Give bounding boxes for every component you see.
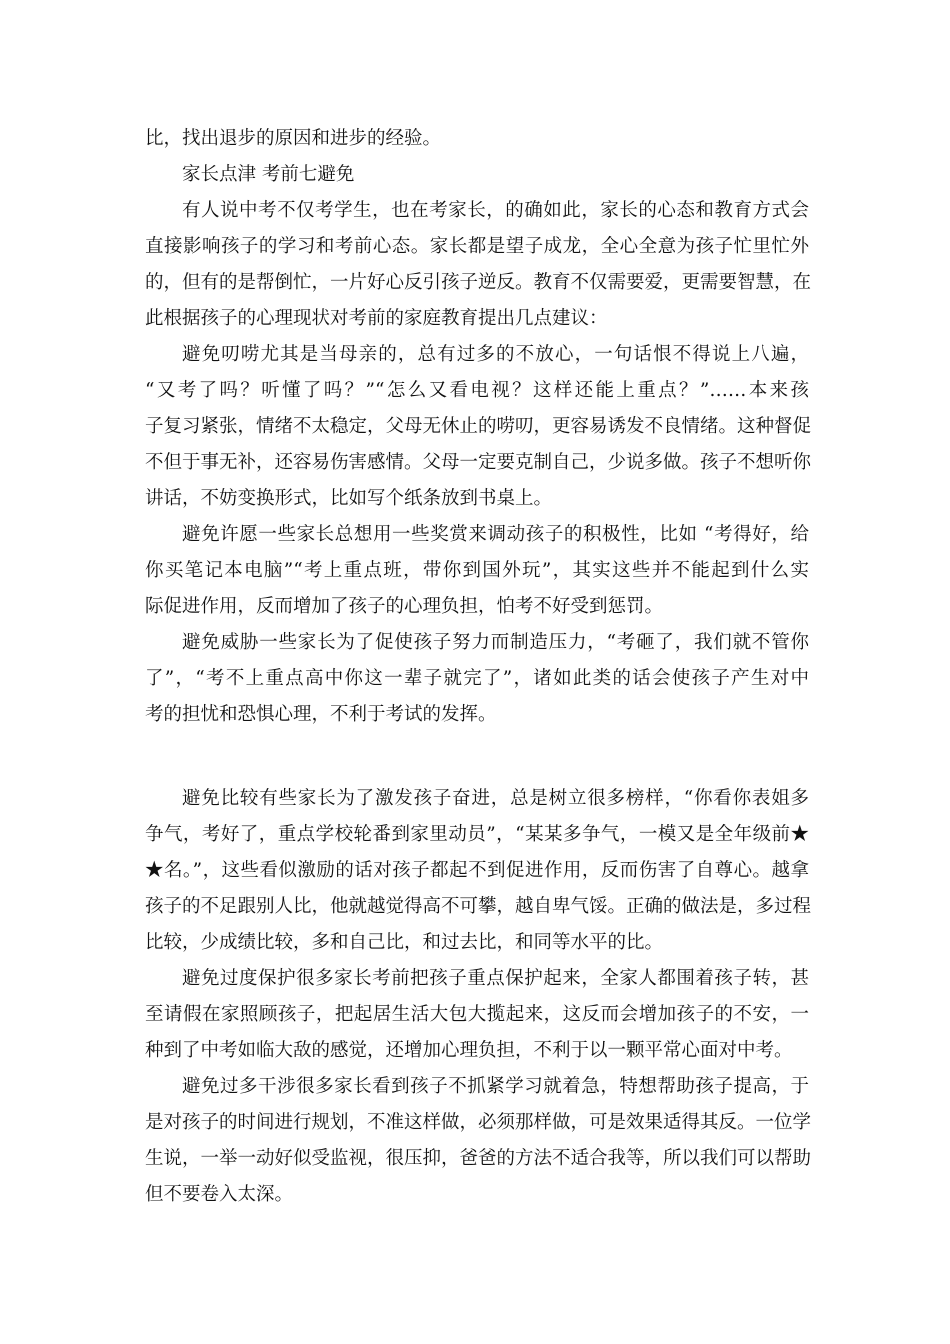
paragraph-line: 孩子的不足跟别人比，他就越觉得高不可攀，越自卑气馁。正确的做法是，多过程 — [145, 896, 812, 917]
opening-line: 比，找出退步的原因和进步的经验。 — [145, 128, 442, 149]
paragraph-line: 种到了中考如临大敌的感觉，还增加心理负担，不利于以一颗平常心面对中考。 — [145, 1040, 793, 1061]
paragraph-line: ★名。”，这些看似激励的话对孩子都起不到促进作用，反而伤害了自尊心。越拿 — [145, 860, 809, 881]
paragraph-line: “又考了吗？听懂了吗？”“怎么又看电视？这样还能上重点？”……本来孩 — [145, 380, 809, 401]
paragraph-line: 的，但有的是帮倒忙，一片好心反引孩子逆反。教育不仅需要爱，更需要智慧，在 — [145, 272, 812, 293]
paragraph-line: 了”，“考不上重点高中你这一辈子就完了”，诸如此类的话会使孩子产生对中 — [145, 668, 809, 689]
paragraph-line: 比较，少成绩比较，多和自己比，和过去比，和同等水平的比。 — [145, 932, 664, 953]
paragraph-line: 避免威胁一些家长为了促使孩子努力而制造压力，“考砸了，我们就不管你 — [182, 632, 809, 653]
paragraph-line: 直接影响孩子的学习和考前心态。家长都是望子成龙，全心全意为孩子忙里忙外 — [145, 236, 809, 257]
paragraph-line: 是对孩子的时间进行规划，不准这样做，必须那样做，可是效果适得其反。一位学 — [145, 1112, 812, 1133]
paragraph-line: 不但于事无补，还容易伤害感情。父母一定要克制自己，少说多做。孩子不想听你 — [145, 452, 812, 473]
paragraph-avoid-threats — [145, 625, 809, 733]
paragraph-avoid-comparison — [145, 781, 812, 961]
paragraph-line: 有人说中考不仅考学生，也在考家长，的确如此，家长的心态和教育方式会 — [182, 200, 809, 221]
paragraph-avoid-promises — [145, 517, 809, 625]
paragraph-line: 避免过度保护很多家长考前把孩子重点保护起来，全家人都围着孩子转，甚 — [182, 968, 809, 989]
paragraph-gap — [145, 733, 809, 781]
paragraph-line: 争气，考好了，重点学校轮番到家里动员”，“某某多争气，一模又是全年级前★ — [145, 824, 809, 845]
paragraph-line: 避免过多干涉很多家长看到孩子不抓紧学习就着急，特想帮助孩子提高，于 — [182, 1076, 809, 1097]
paragraph-line: 至请假在家照顾孩子，把起居生活大包大揽起来，这反而会增加孩子的不安，一 — [145, 1004, 809, 1025]
paragraph-avoid-interference — [145, 1069, 812, 1213]
paragraph-line: 考的担忧和恐惧心理，不利于考试的发挥。 — [145, 704, 497, 725]
paragraph-line: 避免比较有些家长为了激发孩子奋进，总是树立很多榜样，“你看你表姐多 — [182, 788, 809, 809]
paragraph-line: 生说，一举一动好似受监视，很压抑，爸爸的方法不适合我等，所以我们可以帮助 — [145, 1148, 812, 1169]
section-heading: 家长点津 考前七避免 — [182, 164, 355, 185]
paragraph-line: 避免叨唠尤其是当母亲的，总有过多的不放心，一句话恨不得说上八遍， — [182, 344, 809, 365]
paragraph-line: 子复习紧张，情绪不太稳定，父母无休止的唠叨，更容易诱发不良情绪。这种督促 — [145, 416, 812, 437]
paragraph-avoid-nagging — [145, 337, 812, 517]
intro-paragraph — [145, 193, 812, 337]
paragraph-line: 讲话，不妨变换形式，比如写个纸条放到书桌上。 — [145, 488, 553, 509]
paragraph-line: 你买笔记本电脑”“考上重点班，带你到国外玩”，其实这些并不能起到什么实 — [145, 560, 809, 581]
paragraph-line: 但不要卷入太深。 — [145, 1184, 294, 1205]
paragraph-line: 此根据孩子的心理现状对考前的家庭教育提出几点建议： — [145, 308, 608, 329]
paragraph-avoid-overprotection — [145, 961, 809, 1069]
document-page — [145, 121, 812, 1213]
paragraph-line: 际促进作用，反而增加了孩子的心理负担，怕考不好受到惩罚。 — [145, 596, 664, 617]
paragraph-line: 避免许愿一些家长总想用一些奖赏来调动孩子的积极性，比如 “考得好，给 — [182, 524, 809, 545]
